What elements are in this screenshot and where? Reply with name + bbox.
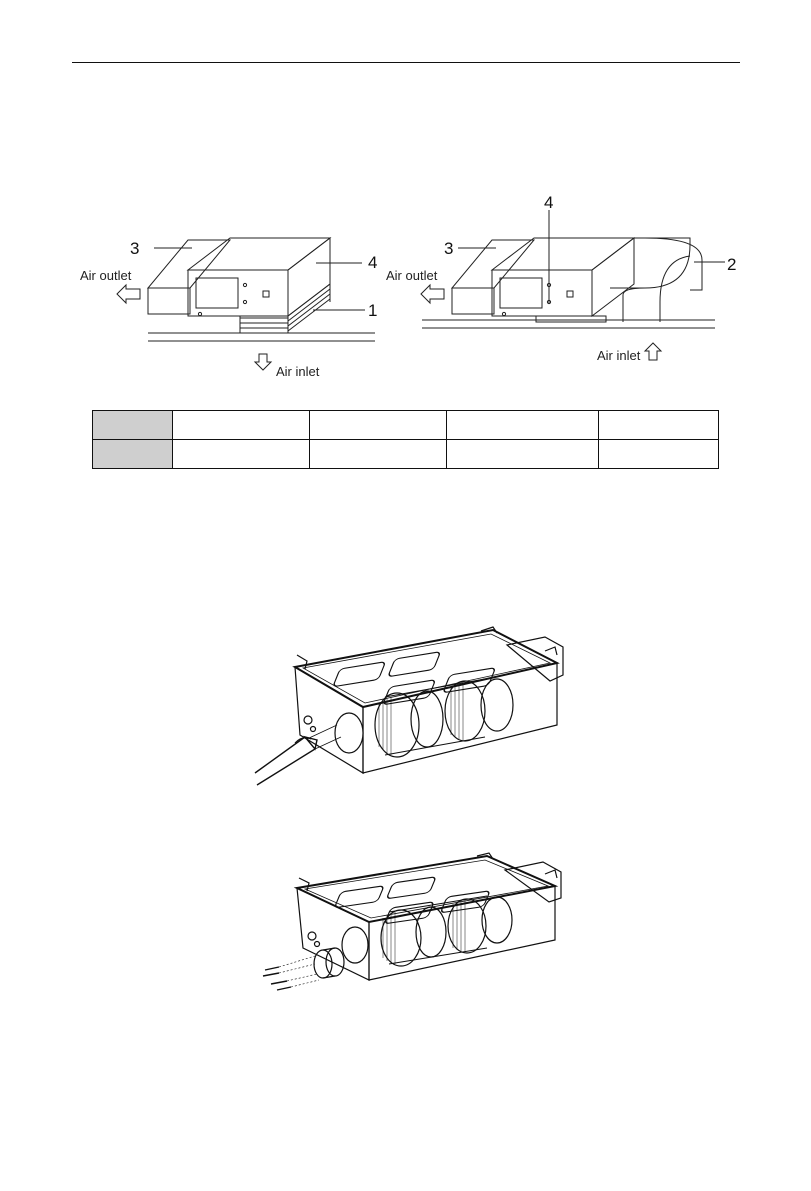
air-outlet-label-left: Air outlet <box>80 268 132 283</box>
fan-coil-unit-flange-install-illustration <box>255 852 565 997</box>
callout-4-left: 4 <box>368 253 378 272</box>
callout-3-left: 3 <box>130 239 140 258</box>
callout-4-right: 4 <box>544 193 554 212</box>
table-cell <box>599 440 719 469</box>
callout-3-right: 3 <box>444 239 454 258</box>
table-row <box>93 440 719 469</box>
table-cell <box>447 440 599 469</box>
air-inlet-label-left: Air inlet <box>276 364 320 379</box>
installation-diagram <box>70 190 737 390</box>
table-cell <box>310 440 447 469</box>
callout-1-left: 1 <box>368 301 378 320</box>
table-cell <box>173 411 310 440</box>
spec-table <box>92 410 719 469</box>
table-cell <box>599 411 719 440</box>
header-rule <box>72 62 740 63</box>
air-inlet-label-right: Air inlet <box>597 348 641 363</box>
table-cell <box>93 411 173 440</box>
fan-coil-unit-flange-removal-illustration <box>245 625 565 790</box>
table-cell <box>310 411 447 440</box>
table-cell <box>447 411 599 440</box>
table-cell <box>93 440 173 469</box>
callout-2-right: 2 <box>727 255 737 274</box>
table-row <box>93 411 719 440</box>
air-outlet-label-right: Air outlet <box>386 268 438 283</box>
table-cell <box>173 440 310 469</box>
